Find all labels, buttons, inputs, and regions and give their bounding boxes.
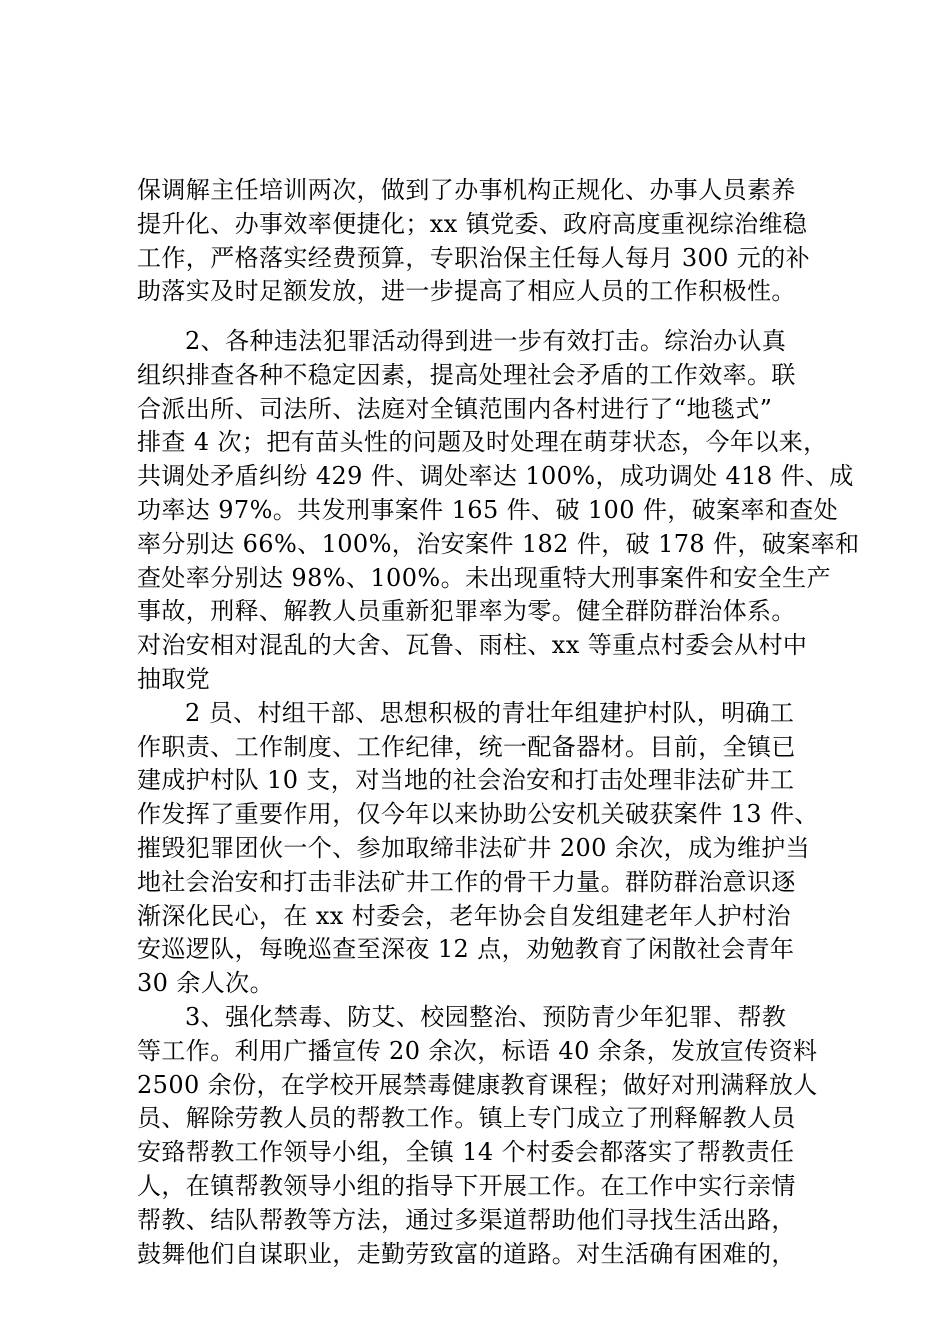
text-line: 帮教、结队帮教等方法，通过多渠道帮助他们寻找生活出路， xyxy=(137,1205,796,1234)
text-line: 鼓舞他们自谋职业，走勤劳致富的道路。对生活确有困难的， xyxy=(137,1239,796,1268)
text-line: 安巡逻队，每晚巡查至深夜 12 点，劝勉教育了闲散社会青年 xyxy=(137,935,795,964)
text-line: 人，在镇帮教领导小组的指导下开展工作。在工作中实行亲情 xyxy=(137,1171,796,1200)
text-line: 作发挥了重要作用，仅今年以来协助公安机关破获案件 13 件、 xyxy=(137,800,819,829)
text-line: 组织排查各种不稳定因素，提高处理社会矛盾的工作效率。联 xyxy=(137,360,796,389)
text-line: 3、强化禁毒、防艾、校园整治、预防青少年犯罪、帮教 xyxy=(185,1002,787,1031)
text-line: 建成护村队 10 支，对当地的社会治安和打击处理非法矿井工 xyxy=(137,766,795,795)
text-line: 作职责、工作制度、工作纪律，统一配备器材。目前，全镇已 xyxy=(137,732,796,761)
text-line: 30 余人次。 xyxy=(137,969,274,998)
text-line: 抽取党 xyxy=(137,664,211,693)
text-line: 工作，严格落实经费预算，专职治保主任每人每月 300 元的补 xyxy=(137,243,811,272)
text-line: 等工作。利用广播宣传 20 余次，标语 40 余条，发放宣传资料 xyxy=(137,1036,818,1065)
text-line: 摧毁犯罪团伙一个、参加取缔非法矿井 200 余次，成为维护当 xyxy=(137,833,811,862)
paragraph-continuation xyxy=(137,174,837,309)
text-line: 事故，刑释、解教人员重新犯罪率为零。健全群防群治体系。 xyxy=(137,597,796,626)
text-line: 2500 余份，在学校开展禁毒健康教育课程；做好对刑满释放人 xyxy=(137,1070,818,1099)
text-line: 查处率分别达 98%、100%。未出现重特大刑事案件和安全生产 xyxy=(137,563,831,592)
text-line: 渐深化民心，在 xx 村委会，老年协会自发组建老年人护村治 xyxy=(137,901,791,930)
text-line: 2、各种违法犯罪活动得到进一步有效打击。综治办认真 xyxy=(185,327,787,355)
text-line: 功率达 97%。共发刑事案件 165 件、破 100 件，破案率和查处 xyxy=(137,495,839,524)
paragraph-section-2-3 xyxy=(137,325,860,1271)
text-line: 排查 4 次；把有苗头性的问题及时处理在萌芽状态，今年以来， xyxy=(137,428,828,457)
text-line: 安臵帮教工作领导小组，全镇 14 个村委会都落实了帮教责任 xyxy=(137,1138,795,1167)
text-line: 共调处矛盾纠纷 429 件、调处率达 100%，成功调处 418 件、成 xyxy=(137,462,854,491)
text-line: 提升化、办事效率便捷化；xx 镇党委、政府高度重视综治维稳 xyxy=(137,209,808,238)
text-line: 合派出所、司法所、法庭对全镇范围内各村进行了“地毯式” xyxy=(137,394,773,423)
text-line: 2 员、村组干部、思想积极的青壮年组建护村队，明确工 xyxy=(185,698,795,727)
text-line: 对治安相对混乱的大舍、瓦鲁、雨柱、xx 等重点村委会从村中 xyxy=(137,631,808,660)
text-line: 员、解除劳教人员的帮教工作。镇上专门成立了刑释解教人员 xyxy=(137,1104,796,1133)
text-line: 地社会治安和打击非法矿井工作的骨干力量。群防群治意识逐 xyxy=(137,867,796,896)
text-line: 率分别达 66%、100%，治安案件 182 件，破 178 件，破案率和 xyxy=(137,529,860,558)
text-line: 助落实及时足额发放，进一步提高了相应人员的工作积极性。 xyxy=(137,277,796,306)
text-line: 保调解主任培训两次，做到了办事机构正规化、办事人员素养 xyxy=(137,176,796,204)
